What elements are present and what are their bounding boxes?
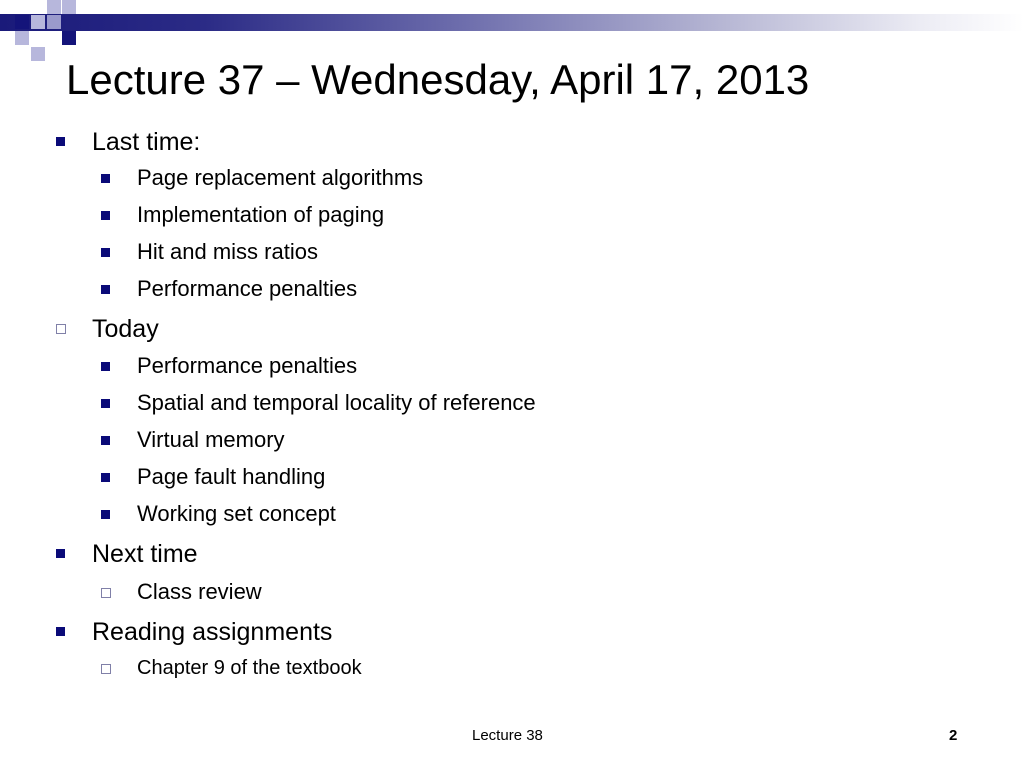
footer-label: Lecture 38	[472, 727, 543, 744]
filled-square-bullet-icon	[101, 211, 110, 220]
sub-bullet-item: Hit and miss ratios	[137, 239, 318, 264]
sub-bullet-item: Class review	[137, 579, 262, 604]
sub-bullet-item: Working set concept	[137, 501, 336, 526]
filled-square-bullet-icon	[101, 436, 110, 445]
sub-bullet-item: Chapter 9 of the textbook	[137, 657, 362, 679]
filled-square-bullet-icon	[101, 473, 110, 482]
decor-square	[62, 31, 76, 45]
section-heading: Next time	[92, 540, 198, 568]
hollow-square-bullet-icon	[56, 324, 66, 334]
decor-square	[15, 31, 29, 45]
section-heading: Reading assignments	[92, 618, 333, 646]
page-number: 2	[949, 727, 958, 744]
decor-square	[47, 15, 61, 29]
filled-square-bullet-icon	[101, 362, 110, 371]
slide-title: Lecture 37 – Wednesday, April 17, 2013	[66, 56, 810, 103]
decor-square	[47, 0, 61, 14]
filled-square-bullet-icon	[101, 174, 110, 183]
sub-bullet-item: Spatial and temporal locality of reference	[137, 390, 536, 415]
hollow-square-bullet-icon	[101, 664, 111, 674]
section-heading: Last time:	[92, 128, 201, 156]
filled-square-bullet-icon	[101, 248, 110, 257]
hollow-square-bullet-icon	[101, 588, 111, 598]
sub-bullet-item: Performance penalties	[137, 353, 358, 378]
sub-bullet-item: Page replacement algorithms	[137, 165, 424, 190]
filled-square-bullet-icon	[101, 510, 110, 519]
decor-square	[31, 15, 45, 29]
filled-square-bullet-icon	[56, 137, 65, 146]
decor-square	[31, 47, 45, 61]
decor-square	[62, 0, 76, 14]
sub-bullet-item: Page fault handling	[137, 464, 326, 489]
sub-bullet-item: Implementation of paging	[137, 202, 385, 227]
section-heading: Today	[92, 315, 159, 343]
sub-bullet-item: Performance penalties	[137, 276, 358, 301]
filled-square-bullet-icon	[56, 627, 65, 636]
filled-square-bullet-icon	[101, 399, 110, 408]
header-gradient-bar	[0, 14, 1024, 31]
filled-square-bullet-icon	[56, 549, 65, 558]
filled-square-bullet-icon	[101, 285, 110, 294]
sub-bullet-item: Virtual memory	[137, 427, 285, 452]
decor-square	[15, 15, 29, 29]
